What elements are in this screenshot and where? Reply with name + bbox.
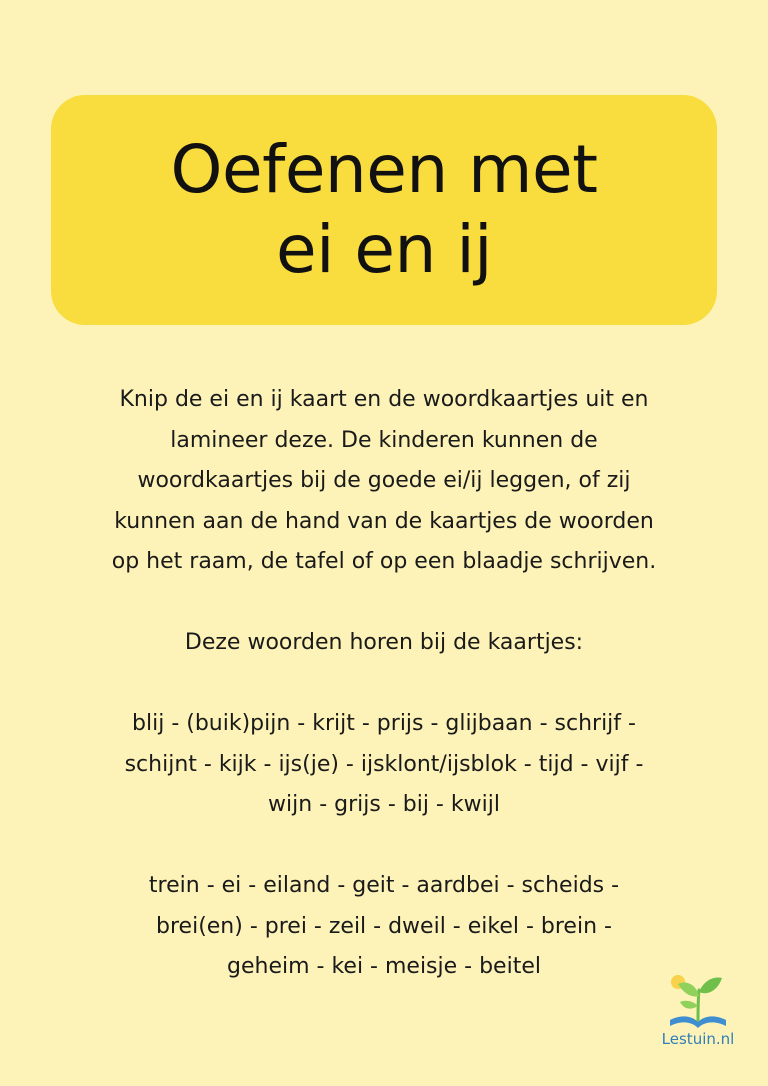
page-title-line-2: ei en ij	[275, 211, 492, 288]
lestuin-logo	[648, 970, 748, 1060]
intro-line: Knip de ei en ij kaart en de woordkaartjes uit en	[119, 387, 649, 412]
title-box	[51, 95, 717, 325]
word-list-heading	[40, 623, 728, 664]
ij-word-line: blij - (buik)pijn - krijt - prijs - glijbaan - schrijf -	[132, 711, 636, 736]
page-title-line-1: Oefenen met	[170, 131, 598, 208]
intro-line: lamineer deze. De kinderen kunnen de	[170, 427, 598, 453]
ei-word-list	[40, 866, 728, 988]
intro-line: op het raam, de tafel of op een blaadje schrijven.	[111, 549, 657, 574]
sprout-book-icon	[666, 970, 730, 1032]
word-list-heading-text: Deze woorden horen bij de kaartjes:	[184, 630, 584, 655]
ij-word-list	[40, 704, 728, 826]
logo-text: Lestuin.nl	[661, 1030, 735, 1048]
ei-word-line: trein - ei - eiland - geit - aardbei - scheids -	[148, 873, 620, 898]
intro-paragraph	[40, 380, 728, 583]
intro-line: kunnen aan de hand van de kaartjes de woorden	[114, 508, 654, 534]
content	[40, 380, 728, 988]
ei-word-line: brei(en) - prei - zeil - dweil - eikel - brein -	[156, 913, 612, 939]
intro-line: woordkaartjes bij de goede ei/ij leggen, of zij	[137, 468, 631, 493]
ei-word-line: geheim - kei - meisje - beitel	[227, 954, 541, 979]
ij-word-line: wijn - grijs - bij - kwijl	[268, 792, 500, 817]
ij-word-line: schijnt - kijk - ijs(je) - ijsklont/ijsblok - tijd - vijf -	[124, 751, 644, 777]
